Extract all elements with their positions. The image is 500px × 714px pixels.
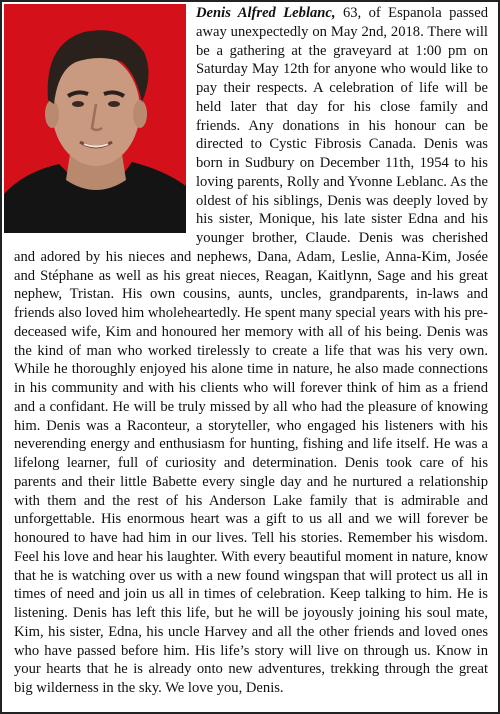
deceased-name: Denis Alfred Leblanc, — [196, 5, 336, 21]
portrait-photo — [4, 4, 186, 233]
obituary-body: 63, of Espanola passed away unexpectedly on May 2nd, 2018. There will be a gathering at the graveyard at 1:00 pm on Saturday May 12th for anyone who would like to pay their respects. A celebration of life will be held later that day for his close family and friends. Any donations in his honour can be directed to Cystic Fibrosis Canada. Denis was born in Sudbury on December 11th, 1954 to his loving parents, Rolly and Yvonne Leblanc. As the oldest of his siblings, Denis was deeply loved by his sister, Monique, his late sister Edna and his younger brother, Claude. Denis was cherished and adored by his nieces and nephews, Dana, Adam, Leslie, Anna-Kim, Josée and Stéphane as well as his great nieces, Reagan, Kaitlynn, Sage and his great nephew, Tristan. His own cousins, aunts, uncles, grandparents, in-laws and friends also loved him wholeheartedly. He spent many special years with his pre-deceased wife, Kim and honoured her memory with all of his being. Denis was the kind of man who worked tirelessly to create a life that was his very own. While he thoroughly enjoyed his alone time in nature, he also made connections in his community and with his clients who will forever think of him as a friend and a confidant. He will be truly missed by all who had the pleasure of knowing him. Denis was a Raconteur, a storyteller, who engaged his listeners with his neverending energy and enthusiasm for hunting, fishing and life itself. He was a lifelong learner, full of curiosity and determination. Denis took care of his parents and their little Babette every single day and he nurtured a relationship with them and the rest of his Anderson Lake family that is admirable and unforgettable. His enormous heart was a gift to us all and we will forever be honoured to have had him in our lives. Tell his stories. Remember his wisdom. Feel his love and hear his laughter. With every beautiful moment in nature, know that he is watching over us with a new found wingspan that will protect us all in times of need and join us all in times of celebration. Keep talking to him. He is listening. Denis has left this life, but he will be joyously joining his soul mate, Kim, his sister, Edna, his uncle Harvey and all the other friends and loved ones who have passed before him. His life’s story will live on through us. Know in your hearts that he is already onto new adventures, trekking through the great big wilderness in the sky. We love you, Denis. — [14, 5, 488, 696]
portrait-image — [4, 4, 186, 233]
